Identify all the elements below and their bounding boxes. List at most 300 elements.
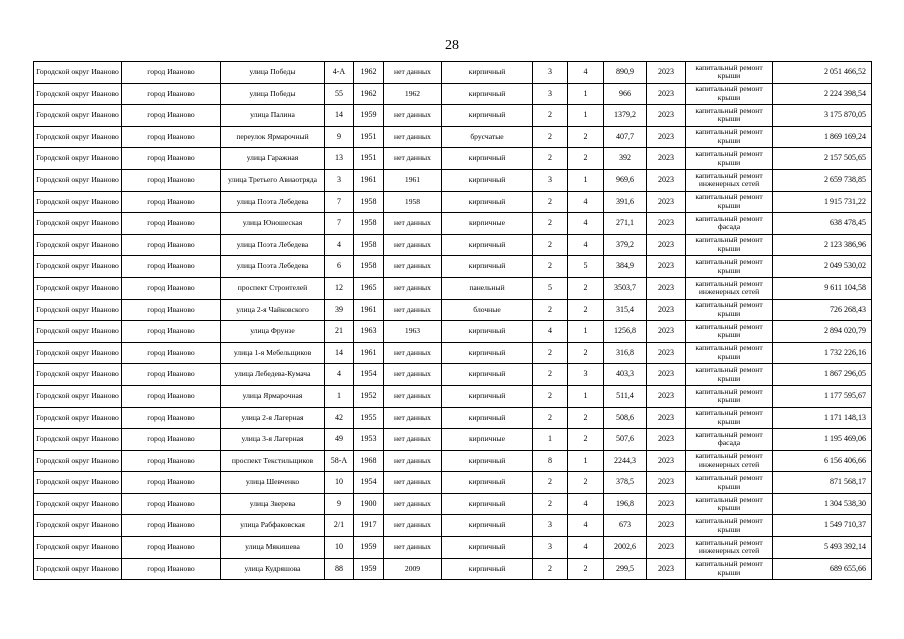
registry-body bbox=[34, 62, 872, 580]
cell-year-renovated: нет данных bbox=[384, 472, 442, 494]
cell-year-renovated: нет данных bbox=[384, 256, 442, 278]
cell-cost: 2 894 020,79 bbox=[773, 321, 872, 343]
cell-area: 378,5 bbox=[604, 472, 647, 494]
cell-entrances: 1 bbox=[568, 385, 604, 407]
cell-cost: 2 123 386,96 bbox=[773, 234, 872, 256]
cell-street: улица Рабфаковская bbox=[221, 515, 325, 537]
cell-floors: 2 bbox=[533, 299, 568, 321]
cell-area: 511,4 bbox=[604, 385, 647, 407]
cell-house-number: 4-А bbox=[325, 62, 354, 84]
cell-house-number: 6 bbox=[325, 256, 354, 278]
table-row bbox=[34, 515, 872, 537]
cell-area: 407,7 bbox=[604, 126, 647, 148]
cell-house-number: 14 bbox=[325, 105, 354, 127]
cell-area: 403,3 bbox=[604, 364, 647, 386]
cell-area: 2244,3 bbox=[604, 450, 647, 472]
cell-entrances: 2 bbox=[568, 472, 604, 494]
cell-year-renovated: нет данных bbox=[384, 342, 442, 364]
cell-floors: 2 bbox=[533, 234, 568, 256]
cell-house-number: 14 bbox=[325, 342, 354, 364]
table-row bbox=[34, 277, 872, 299]
cell-area: 315,4 bbox=[604, 299, 647, 321]
cell-year-built: 1952 bbox=[354, 385, 384, 407]
cell-street: улица Палина bbox=[221, 105, 325, 127]
cell-area: 316,8 bbox=[604, 342, 647, 364]
cell-cost: 1 867 296,05 bbox=[773, 364, 872, 386]
cell-work-type: капитальный ремонт инженерных сетей bbox=[686, 450, 773, 472]
cell-settlement: город Иваново bbox=[122, 472, 221, 494]
cell-year-renovated: нет данных bbox=[384, 450, 442, 472]
cell-wall-material: кирпичный bbox=[442, 493, 533, 515]
cell-street: улица Шевченко bbox=[221, 472, 325, 494]
cell-work-type: капитальный ремонт крыши bbox=[686, 62, 773, 84]
cell-settlement: город Иваново bbox=[122, 62, 221, 84]
cell-municipality: Городской округ Иваново bbox=[34, 191, 122, 213]
cell-area: 391,6 bbox=[604, 191, 647, 213]
cell-wall-material: кирпичный bbox=[442, 62, 533, 84]
table-row bbox=[34, 342, 872, 364]
cell-year-renovated: нет данных bbox=[384, 429, 442, 451]
cell-wall-material: кирпичный bbox=[442, 256, 533, 278]
cell-municipality: Городской округ Иваново bbox=[34, 105, 122, 127]
cell-house-number: 10 bbox=[325, 537, 354, 559]
cell-area: 299,5 bbox=[604, 558, 647, 580]
cell-year-renovated: нет данных bbox=[384, 385, 442, 407]
cell-floors: 2 bbox=[533, 342, 568, 364]
cell-street: улица Зверева bbox=[221, 493, 325, 515]
cell-municipality: Городской округ Иваново bbox=[34, 277, 122, 299]
cell-year-built: 1962 bbox=[354, 83, 384, 105]
cell-work-type: капитальный ремонт крыши bbox=[686, 126, 773, 148]
cell-wall-material: кирпичный bbox=[442, 515, 533, 537]
cell-year-renovated: нет данных bbox=[384, 299, 442, 321]
cell-house-number: 49 bbox=[325, 429, 354, 451]
cell-house-number: 13 bbox=[325, 148, 354, 170]
cell-floors: 1 bbox=[533, 429, 568, 451]
cell-cost: 2 224 398,54 bbox=[773, 83, 872, 105]
cell-wall-material: кирпичный bbox=[442, 234, 533, 256]
cell-wall-material: кирпичный bbox=[442, 558, 533, 580]
cell-entrances: 4 bbox=[568, 537, 604, 559]
cell-municipality: Городской округ Иваново bbox=[34, 169, 122, 191]
cell-street: улица Кудряшова bbox=[221, 558, 325, 580]
cell-street: улица Победы bbox=[221, 83, 325, 105]
cell-wall-material: кирпичный bbox=[442, 83, 533, 105]
cell-year-renovated: 1962 bbox=[384, 83, 442, 105]
cell-settlement: город Иваново bbox=[122, 83, 221, 105]
table-row bbox=[34, 407, 872, 429]
table-row bbox=[34, 493, 872, 515]
cell-year-built: 1917 bbox=[354, 515, 384, 537]
cell-year-renovated: нет данных bbox=[384, 515, 442, 537]
cell-plan-year: 2023 bbox=[647, 342, 686, 364]
cell-floors: 3 bbox=[533, 83, 568, 105]
cell-street: переулок Ярмарочный bbox=[221, 126, 325, 148]
cell-floors: 2 bbox=[533, 385, 568, 407]
cell-work-type: капитальный ремонт крыши bbox=[686, 385, 773, 407]
cell-wall-material: кирпичный bbox=[442, 364, 533, 386]
cell-plan-year: 2023 bbox=[647, 169, 686, 191]
cell-entrances: 4 bbox=[568, 515, 604, 537]
cell-area: 966 bbox=[604, 83, 647, 105]
cell-work-type: капитальный ремонт фасада bbox=[686, 429, 773, 451]
cell-settlement: город Иваново bbox=[122, 385, 221, 407]
cell-street: улица Поэта Лебедева bbox=[221, 191, 325, 213]
cell-settlement: город Иваново bbox=[122, 191, 221, 213]
cell-house-number: 58-А bbox=[325, 450, 354, 472]
table-row bbox=[34, 169, 872, 191]
cell-year-built: 1954 bbox=[354, 364, 384, 386]
cell-entrances: 4 bbox=[568, 213, 604, 235]
cell-settlement: город Иваново bbox=[122, 213, 221, 235]
cell-plan-year: 2023 bbox=[647, 83, 686, 105]
cell-street: проспект Текстильщиков bbox=[221, 450, 325, 472]
cell-house-number: 9 bbox=[325, 126, 354, 148]
cell-plan-year: 2023 bbox=[647, 407, 686, 429]
cell-plan-year: 2023 bbox=[647, 515, 686, 537]
cell-entrances: 1 bbox=[568, 321, 604, 343]
cell-wall-material: кирпичный bbox=[442, 191, 533, 213]
cell-cost: 871 568,17 bbox=[773, 472, 872, 494]
cell-work-type: капитальный ремонт крыши bbox=[686, 342, 773, 364]
cell-street: проспект Строителей bbox=[221, 277, 325, 299]
cell-settlement: город Иваново bbox=[122, 256, 221, 278]
cell-municipality: Городской округ Иваново bbox=[34, 385, 122, 407]
cell-house-number: 1 bbox=[325, 385, 354, 407]
cell-cost: 3 175 870,05 bbox=[773, 105, 872, 127]
cell-floors: 2 bbox=[533, 493, 568, 515]
cell-cost: 1 195 469,06 bbox=[773, 429, 872, 451]
cell-area: 508,6 bbox=[604, 407, 647, 429]
cell-year-built: 1963 bbox=[354, 321, 384, 343]
cell-settlement: город Иваново bbox=[122, 364, 221, 386]
cell-wall-material: кирпичный bbox=[442, 321, 533, 343]
cell-entrances: 2 bbox=[568, 342, 604, 364]
cell-year-built: 1951 bbox=[354, 126, 384, 148]
cell-house-number: 42 bbox=[325, 407, 354, 429]
cell-year-renovated: нет данных bbox=[384, 277, 442, 299]
cell-cost: 1 915 731,22 bbox=[773, 191, 872, 213]
table-row bbox=[34, 321, 872, 343]
cell-settlement: город Иваново bbox=[122, 515, 221, 537]
cell-municipality: Городской округ Иваново bbox=[34, 321, 122, 343]
cell-settlement: город Иваново bbox=[122, 537, 221, 559]
cell-municipality: Городской округ Иваново bbox=[34, 407, 122, 429]
cell-area: 3503,7 bbox=[604, 277, 647, 299]
cell-entrances: 4 bbox=[568, 191, 604, 213]
cell-municipality: Городской округ Иваново bbox=[34, 429, 122, 451]
table-row bbox=[34, 537, 872, 559]
cell-year-renovated: 1963 bbox=[384, 321, 442, 343]
cell-plan-year: 2023 bbox=[647, 105, 686, 127]
cell-street: улица Лебедева-Кумача bbox=[221, 364, 325, 386]
cell-wall-material: кирпичные bbox=[442, 213, 533, 235]
cell-area: 969,6 bbox=[604, 169, 647, 191]
cell-work-type: капитальный ремонт крыши bbox=[686, 105, 773, 127]
cell-floors: 2 bbox=[533, 126, 568, 148]
cell-settlement: город Иваново bbox=[122, 493, 221, 515]
cell-settlement: город Иваново bbox=[122, 450, 221, 472]
table-row bbox=[34, 234, 872, 256]
cell-area: 507,6 bbox=[604, 429, 647, 451]
table-row bbox=[34, 62, 872, 84]
cell-floors: 2 bbox=[533, 213, 568, 235]
cell-work-type: капитальный ремонт крыши bbox=[686, 558, 773, 580]
cell-year-renovated: нет данных bbox=[384, 493, 442, 515]
cell-street: улица Третьего Авиаотряда bbox=[221, 169, 325, 191]
cell-settlement: город Иваново bbox=[122, 169, 221, 191]
cell-year-built: 1959 bbox=[354, 558, 384, 580]
cell-plan-year: 2023 bbox=[647, 62, 686, 84]
cell-year-built: 1954 bbox=[354, 472, 384, 494]
cell-cost: 1 304 538,30 bbox=[773, 493, 872, 515]
cell-wall-material: кирпичный bbox=[442, 342, 533, 364]
cell-plan-year: 2023 bbox=[647, 429, 686, 451]
cell-cost: 2 157 505,65 bbox=[773, 148, 872, 170]
cell-plan-year: 2023 bbox=[647, 493, 686, 515]
cell-wall-material: кирпичный bbox=[442, 169, 533, 191]
cell-plan-year: 2023 bbox=[647, 256, 686, 278]
cell-entrances: 2 bbox=[568, 299, 604, 321]
cell-municipality: Городской округ Иваново bbox=[34, 450, 122, 472]
cell-entrances: 4 bbox=[568, 493, 604, 515]
cell-street: улица Фрунзе bbox=[221, 321, 325, 343]
cell-work-type: капитальный ремонт крыши bbox=[686, 191, 773, 213]
cell-year-renovated: нет данных bbox=[384, 148, 442, 170]
cell-floors: 3 bbox=[533, 537, 568, 559]
cell-year-renovated: 1958 bbox=[384, 191, 442, 213]
cell-work-type: капитальный ремонт крыши bbox=[686, 83, 773, 105]
cell-work-type: капитальный ремонт инженерных сетей bbox=[686, 169, 773, 191]
cell-work-type: капитальный ремонт крыши bbox=[686, 321, 773, 343]
cell-area: 384,9 bbox=[604, 256, 647, 278]
cell-house-number: 55 bbox=[325, 83, 354, 105]
cell-cost: 726 268,43 bbox=[773, 299, 872, 321]
cell-municipality: Городской округ Иваново bbox=[34, 342, 122, 364]
cell-floors: 3 bbox=[533, 62, 568, 84]
cell-year-built: 1955 bbox=[354, 407, 384, 429]
cell-entrances: 4 bbox=[568, 62, 604, 84]
cell-cost: 1 177 595,67 bbox=[773, 385, 872, 407]
cell-floors: 2 bbox=[533, 256, 568, 278]
cell-floors: 2 bbox=[533, 558, 568, 580]
cell-floors: 2 bbox=[533, 364, 568, 386]
cell-year-built: 1959 bbox=[354, 105, 384, 127]
cell-year-built: 1962 bbox=[354, 62, 384, 84]
cell-wall-material: блочные bbox=[442, 299, 533, 321]
cell-area: 271,1 bbox=[604, 213, 647, 235]
cell-municipality: Городской округ Иваново bbox=[34, 558, 122, 580]
cell-work-type: капитальный ремонт инженерных сетей bbox=[686, 277, 773, 299]
cell-house-number: 39 bbox=[325, 299, 354, 321]
cell-municipality: Городской округ Иваново bbox=[34, 472, 122, 494]
cell-wall-material: брусчатые bbox=[442, 126, 533, 148]
cell-area: 673 bbox=[604, 515, 647, 537]
cell-plan-year: 2023 bbox=[647, 148, 686, 170]
cell-entrances: 2 bbox=[568, 277, 604, 299]
cell-plan-year: 2023 bbox=[647, 277, 686, 299]
cell-year-built: 1958 bbox=[354, 213, 384, 235]
cell-street: улица Юношеская bbox=[221, 213, 325, 235]
cell-house-number: 4 bbox=[325, 364, 354, 386]
cell-cost: 689 655,66 bbox=[773, 558, 872, 580]
cell-wall-material: кирпичный bbox=[442, 472, 533, 494]
cell-plan-year: 2023 bbox=[647, 472, 686, 494]
cell-work-type: капитальный ремонт крыши bbox=[686, 364, 773, 386]
cell-work-type: капитальный ремонт фасада bbox=[686, 213, 773, 235]
cell-floors: 4 bbox=[533, 321, 568, 343]
cell-wall-material: кирпичные bbox=[442, 429, 533, 451]
cell-wall-material: кирпичный bbox=[442, 385, 533, 407]
cell-work-type: капитальный ремонт крыши bbox=[686, 493, 773, 515]
table-row bbox=[34, 472, 872, 494]
table-row bbox=[34, 429, 872, 451]
cell-plan-year: 2023 bbox=[647, 537, 686, 559]
cell-municipality: Городской округ Иваново bbox=[34, 364, 122, 386]
cell-plan-year: 2023 bbox=[647, 213, 686, 235]
cell-street: улица Гаражная bbox=[221, 148, 325, 170]
cell-municipality: Городской округ Иваново bbox=[34, 62, 122, 84]
table-row bbox=[34, 83, 872, 105]
cell-municipality: Городской округ Иваново bbox=[34, 83, 122, 105]
cell-floors: 2 bbox=[533, 191, 568, 213]
cell-entrances: 2 bbox=[568, 148, 604, 170]
cell-year-built: 1961 bbox=[354, 342, 384, 364]
cell-cost: 2 659 738,85 bbox=[773, 169, 872, 191]
cell-cost: 1 732 226,16 bbox=[773, 342, 872, 364]
cell-plan-year: 2023 bbox=[647, 191, 686, 213]
cell-area: 196,8 bbox=[604, 493, 647, 515]
cell-plan-year: 2023 bbox=[647, 385, 686, 407]
cell-work-type: капитальный ремонт инженерных сетей bbox=[686, 537, 773, 559]
cell-house-number: 21 bbox=[325, 321, 354, 343]
table-row bbox=[34, 299, 872, 321]
cell-year-built: 1961 bbox=[354, 299, 384, 321]
cell-area: 392 bbox=[604, 148, 647, 170]
cell-cost: 2 051 466,52 bbox=[773, 62, 872, 84]
cell-work-type: капитальный ремонт крыши bbox=[686, 256, 773, 278]
cell-year-built: 1951 bbox=[354, 148, 384, 170]
cell-street: улица Мякишева bbox=[221, 537, 325, 559]
cell-plan-year: 2023 bbox=[647, 126, 686, 148]
cell-year-renovated: нет данных bbox=[384, 62, 442, 84]
cell-area: 1379,2 bbox=[604, 105, 647, 127]
cell-year-built: 1958 bbox=[354, 191, 384, 213]
cell-wall-material: кирпичный bbox=[442, 148, 533, 170]
cell-municipality: Городской округ Иваново bbox=[34, 493, 122, 515]
cell-year-built: 1953 bbox=[354, 429, 384, 451]
cell-cost: 5 493 392,14 bbox=[773, 537, 872, 559]
cell-work-type: капитальный ремонт крыши bbox=[686, 472, 773, 494]
table-row bbox=[34, 126, 872, 148]
cell-settlement: город Иваново bbox=[122, 234, 221, 256]
cell-municipality: Городской округ Иваново bbox=[34, 515, 122, 537]
cell-plan-year: 2023 bbox=[647, 321, 686, 343]
cell-settlement: город Иваново bbox=[122, 342, 221, 364]
cell-year-renovated: нет данных bbox=[384, 105, 442, 127]
cell-settlement: город Иваново bbox=[122, 277, 221, 299]
cell-plan-year: 2023 bbox=[647, 450, 686, 472]
cell-house-number: 12 bbox=[325, 277, 354, 299]
cell-settlement: город Иваново bbox=[122, 429, 221, 451]
cell-entrances: 4 bbox=[568, 234, 604, 256]
cell-year-built: 1900 bbox=[354, 493, 384, 515]
cell-floors: 8 bbox=[533, 450, 568, 472]
cell-entrances: 3 bbox=[568, 364, 604, 386]
cell-cost: 6 156 406,66 bbox=[773, 450, 872, 472]
cell-house-number: 7 bbox=[325, 191, 354, 213]
cell-area: 1256,8 bbox=[604, 321, 647, 343]
cell-house-number: 2/1 bbox=[325, 515, 354, 537]
cell-work-type: капитальный ремонт крыши bbox=[686, 234, 773, 256]
cell-cost: 1 869 169,24 bbox=[773, 126, 872, 148]
cell-street: улица Поэта Лебедева bbox=[221, 234, 325, 256]
cell-floors: 2 bbox=[533, 472, 568, 494]
cell-entrances: 2 bbox=[568, 558, 604, 580]
cell-entrances: 2 bbox=[568, 126, 604, 148]
table-row bbox=[34, 558, 872, 580]
cell-year-renovated: 1961 bbox=[384, 169, 442, 191]
cell-house-number: 4 bbox=[325, 234, 354, 256]
cell-municipality: Городской округ Иваново bbox=[34, 126, 122, 148]
cell-cost: 1 171 148,13 bbox=[773, 407, 872, 429]
cell-municipality: Городской округ Иваново bbox=[34, 234, 122, 256]
cell-year-built: 1965 bbox=[354, 277, 384, 299]
cell-cost: 638 478,45 bbox=[773, 213, 872, 235]
cell-year-renovated: нет данных bbox=[384, 537, 442, 559]
cell-year-renovated: 2009 bbox=[384, 558, 442, 580]
cell-area: 2002,6 bbox=[604, 537, 647, 559]
cell-settlement: город Иваново bbox=[122, 148, 221, 170]
cell-year-renovated: нет данных bbox=[384, 213, 442, 235]
housing-registry-table bbox=[33, 61, 872, 580]
cell-house-number: 7 bbox=[325, 213, 354, 235]
cell-area: 379,2 bbox=[604, 234, 647, 256]
table-row bbox=[34, 148, 872, 170]
table-row bbox=[34, 385, 872, 407]
cell-street: улица 2-я Чайковского bbox=[221, 299, 325, 321]
table-row bbox=[34, 450, 872, 472]
table-row bbox=[34, 213, 872, 235]
cell-street: улица Поэта Лебедева bbox=[221, 256, 325, 278]
cell-entrances: 2 bbox=[568, 429, 604, 451]
cell-plan-year: 2023 bbox=[647, 299, 686, 321]
cell-wall-material: кирпичный bbox=[442, 105, 533, 127]
cell-floors: 2 bbox=[533, 407, 568, 429]
cell-year-built: 1958 bbox=[354, 256, 384, 278]
cell-cost: 1 549 710,37 bbox=[773, 515, 872, 537]
table-row bbox=[34, 256, 872, 278]
cell-year-renovated: нет данных bbox=[384, 364, 442, 386]
cell-floors: 2 bbox=[533, 105, 568, 127]
cell-street: улица Победы bbox=[221, 62, 325, 84]
cell-floors: 3 bbox=[533, 515, 568, 537]
cell-street: улица 2-я Лагерная bbox=[221, 407, 325, 429]
cell-wall-material: кирпичный bbox=[442, 407, 533, 429]
cell-year-built: 1958 bbox=[354, 234, 384, 256]
page-number: 28 bbox=[445, 38, 459, 53]
cell-work-type: капитальный ремонт крыши bbox=[686, 148, 773, 170]
cell-wall-material: кирпичный bbox=[442, 537, 533, 559]
cell-street: улица 1-я Мебельщиков bbox=[221, 342, 325, 364]
cell-municipality: Городской округ Иваново bbox=[34, 213, 122, 235]
cell-work-type: капитальный ремонт крыши bbox=[686, 515, 773, 537]
cell-year-built: 1961 bbox=[354, 169, 384, 191]
cell-floors: 5 bbox=[533, 277, 568, 299]
cell-entrances: 1 bbox=[568, 169, 604, 191]
cell-municipality: Городской округ Иваново bbox=[34, 256, 122, 278]
cell-entrances: 5 bbox=[568, 256, 604, 278]
